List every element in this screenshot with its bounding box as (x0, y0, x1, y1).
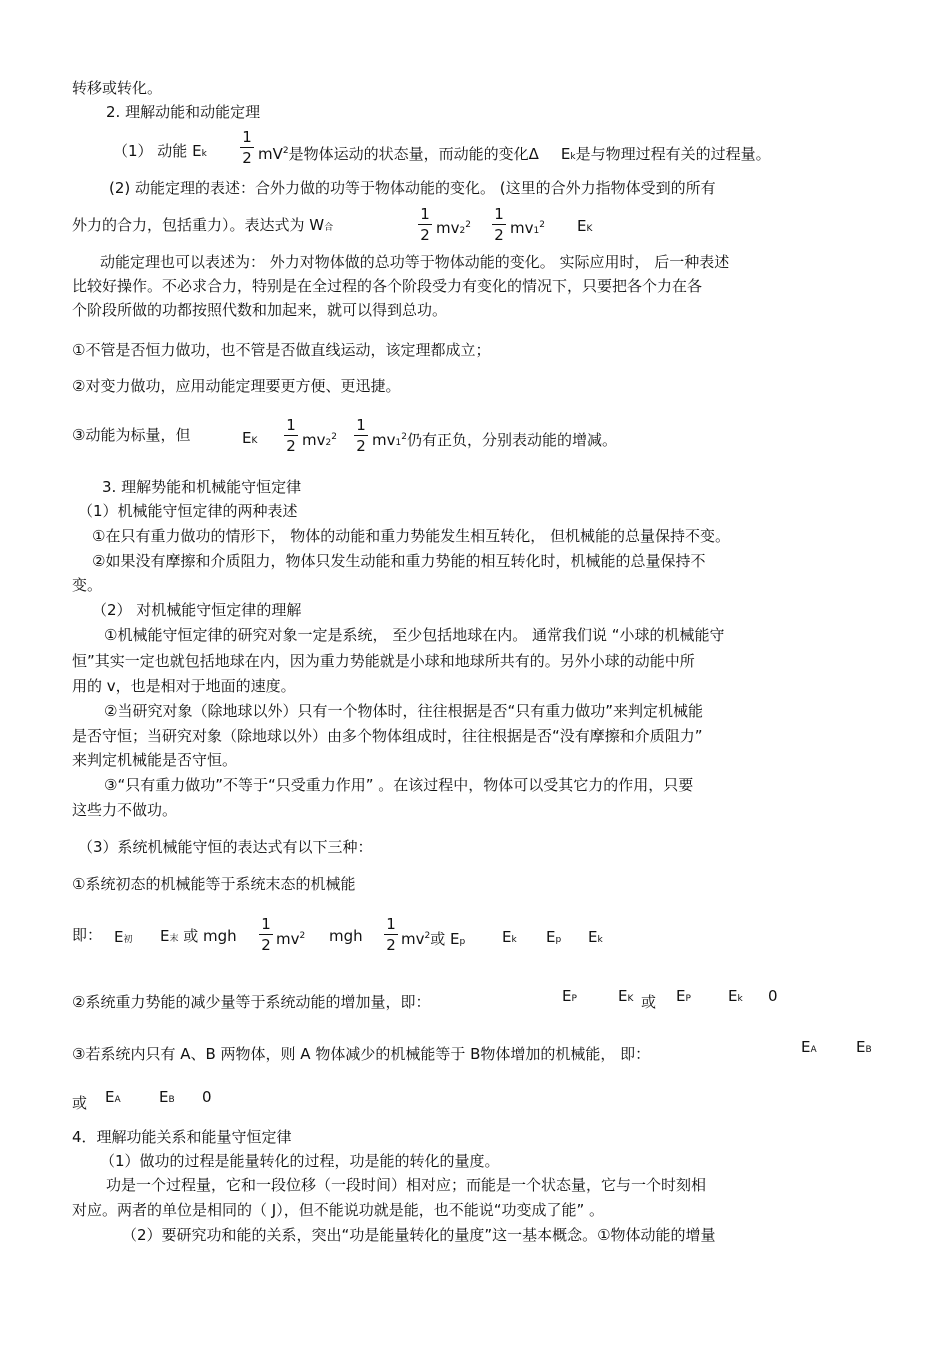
text-line: 动能定理也可以表述为： 外力对物体做的总功等于物体动能的变化。 实际应用时， 后一种表述 (100, 253, 730, 271)
math-term: EB (159, 1088, 175, 1106)
text-line: （2）要研究功和能的关系，突出“功是能量转化的量度”这一基本概念。①物体动能的增量 (122, 1226, 716, 1244)
text-line: 转移或转化。 (72, 79, 163, 97)
text-line: 或 (72, 1094, 88, 1112)
text-line: 是否守恒；当研究对象（除地球以外）由多个物体组成时，往往根据是否“没有摩擦和介质阻力” (72, 727, 703, 745)
text-line: 恒”其实一定也就包括地球在内，因为重力势能就是小球和地球所共有的。另外小球的动能中所 (72, 652, 695, 670)
math-term: EB (856, 1038, 872, 1056)
math-term: Ek (502, 928, 517, 946)
text-line: （1） 动能 Ek (113, 142, 207, 160)
text-line: ③若系统内只有 A、B 两物体，则 A 物体减少的机械能等于 B物体增加的机械能， 即： (72, 1045, 651, 1063)
fraction: 1 2 (259, 915, 273, 954)
text-line: ①不管是否恒力做功，也不管是否做直线运动，该定理都成立； (72, 341, 491, 359)
math-term: $mv1^2$ (510, 219, 545, 237)
text-line: ③动能为标量，但 (72, 426, 191, 444)
section-heading: 3. 理解势能和机械能守恒定律 (102, 478, 302, 496)
math-term: EA (105, 1088, 121, 1106)
math-term: EA (801, 1038, 817, 1056)
text-line: 个阶段所做的功都按照代数和加起来，就可以得到总功。 (72, 301, 448, 319)
math-term: Ek (588, 928, 603, 946)
text-line: （2） 对机械能守恒定律的理解 (92, 601, 302, 619)
math-term: 0 (768, 987, 778, 1005)
text-line: ①机械能守恒定律的研究对象一定是系统， 至少包括地球在内。 通常我们说 “小球的机械能守 (104, 626, 725, 644)
section-heading: 4．理解功能关系和能量守恒定律 (72, 1128, 292, 1146)
math-term: EK (242, 429, 258, 447)
math-term: E末 或 mgh (160, 927, 237, 945)
text-line: 外力的合力，包括重力）。表达式为 W合 (72, 216, 334, 234)
math-term: $mv2^2$ (302, 431, 337, 449)
math-term: EP (676, 987, 691, 1005)
math-term: EK (618, 987, 634, 1005)
math-term: 0 (202, 1088, 212, 1106)
math-term: $mv1^2$仍有正负，分别表动能的增减。 (372, 431, 617, 449)
section-heading: 2. 理解动能和动能定理 (106, 103, 261, 121)
text-line: ①在只有重力做功的情形下， 物体的动能和重力势能发生相互转化， 但机械能的总量保持不变。 (92, 527, 730, 545)
text-line: 即： (72, 926, 103, 944)
text-line: （3）系统机械能守恒的表达式有以下三种： (78, 838, 373, 856)
math-term: $mv^2$ (276, 930, 306, 948)
text-line: （1）做功的过程是能量转化的过程，功是能的转化的量度。 (100, 1152, 500, 1170)
text-line: 变。 (72, 576, 103, 594)
text-line: 或 (641, 993, 657, 1011)
text-line: 用的 v，也是相对于地面的速度。 (72, 677, 296, 695)
text-line: ②如果没有摩擦和介质阻力，物体只发生动能和重力势能的相互转化时，机械能的总量保持不 (92, 552, 706, 570)
fraction: 1 2 (418, 205, 432, 244)
text-line: ①系统初态的机械能等于系统末态的机械能 (72, 875, 356, 893)
math-term: Ek (728, 987, 743, 1005)
text-line: ②系统重力势能的减少量等于系统动能的增加量，即： (72, 993, 431, 1011)
math-term: $mv^2$或 Ep (401, 930, 466, 948)
math-term: E初 (114, 928, 133, 946)
text-line: ②对变力做功，应用动能定理要更方便、更迅捷。 (72, 377, 401, 395)
text-line: 这些力不做功。 (72, 801, 178, 819)
fraction: 1 2 (240, 128, 254, 167)
fraction: 1 2 (284, 416, 298, 455)
math-term: EP (562, 987, 577, 1005)
text-line: 对应。两者的单位是相同的（ J），但不能说功就是能，也不能说“功变成了能” 。 (72, 1201, 605, 1219)
fraction: 1 2 (384, 915, 398, 954)
text-line: ③“只有重力做功”不等于“只受重力作用” 。在该过程中，物体可以受其它力的作用，只要 (104, 776, 694, 794)
text-line: ②当研究对象（除地球以外）只有一个物体时，往往根据是否“只有重力做功”来判定机械能 (104, 702, 703, 720)
text-line: 来判定机械能是否守恒。 (72, 751, 238, 769)
fraction: 1 2 (354, 416, 368, 455)
text-line: 比较好操作。不必求合力，特别是在全过程的各个阶段受力有变化的情况下，只要把各个力在各 (72, 277, 703, 295)
math-term: mgh (329, 927, 363, 945)
math-term: $mv2^2$ (436, 219, 471, 237)
math-term: Ep (546, 928, 562, 946)
text-line: $mV^2$是物体运动的状态量，而动能的变化Δ Ek是与物理过程有关的过程量。 (258, 145, 771, 163)
math-term: EK (577, 217, 593, 235)
fraction: 1 2 (492, 205, 506, 244)
text-line: （1）机械能守恒定律的两种表述 (78, 502, 298, 520)
text-line: 功是一个过程量，它和一段位移（一段时间）相对应；而能是一个状态量，它与一个时刻相 (106, 1176, 707, 1194)
text-line: (2) 动能定理的表述：合外力做的功等于物体动能的变化。 (这里的合外力指物体受到的所有 (109, 179, 716, 197)
